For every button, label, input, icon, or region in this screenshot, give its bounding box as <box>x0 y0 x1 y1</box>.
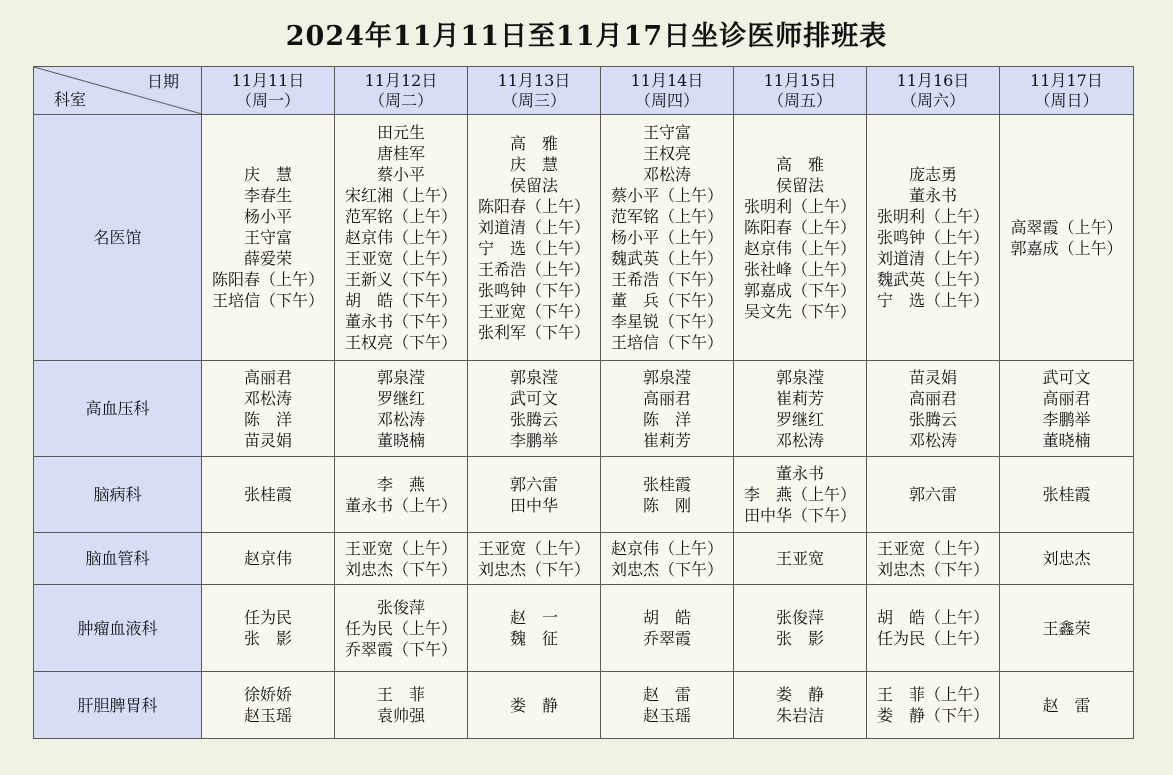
schedule-cell <box>734 115 867 361</box>
doctor-entry: 董永书 <box>775 464 824 483</box>
doctor-entry: 张鸣钟（上午） <box>876 228 989 247</box>
doctor-entry: 赵京伟（上午） <box>610 538 723 558</box>
day-header <box>1000 67 1134 115</box>
schedule-body <box>34 115 1134 739</box>
schedule-cell <box>601 533 734 585</box>
doctor-entry: 乔翠霞 <box>642 629 691 648</box>
doctor-entry: 李 燕 <box>376 474 425 494</box>
doctor-entry: 张桂霞 <box>1042 485 1091 504</box>
day-weekday: （周二） <box>368 90 433 110</box>
day-date: 11月13日 <box>497 70 571 90</box>
doctor-entry: 陈 洋 <box>243 409 292 429</box>
day-date: 11月11日 <box>231 70 305 90</box>
doctor-entry: 刘道清（上午） <box>876 249 989 268</box>
doctor-entry: 王培信（下午） <box>610 333 723 352</box>
doctor-entry: 庆 慧 <box>509 154 558 174</box>
schedule-cell <box>468 115 601 361</box>
doctor-entry: 张俊萍 <box>376 597 425 617</box>
doctor-entry: 张 影 <box>775 629 824 648</box>
doctor-entry: 郭六雷 <box>908 485 957 504</box>
doctor-entry: 张明利（上午） <box>743 196 856 216</box>
schedule-cell <box>468 585 601 672</box>
department-row <box>34 533 1134 585</box>
doctor-entry: 郭泉滢 <box>775 367 824 387</box>
doctor-entry: 胡 皓（上午） <box>876 608 989 627</box>
schedule-cell <box>867 585 1000 672</box>
corner-header <box>34 67 202 115</box>
schedule-cell <box>601 457 734 533</box>
doctor-entry: 郭六雷 <box>509 474 558 494</box>
doctor-entry: 胡 皓 <box>642 608 691 627</box>
schedule-cell <box>335 115 468 361</box>
day-date: 11月16日 <box>896 70 970 90</box>
doctor-entry: 张腾云 <box>908 409 957 429</box>
doctor-entry: 赵 雷 <box>1042 695 1091 715</box>
doctor-entry: 赵玉瑶 <box>642 706 691 725</box>
doctor-entry: 魏武英（上午） <box>876 270 989 289</box>
schedule-cell <box>601 585 734 672</box>
doctor-entry: 田中华（下午） <box>743 506 856 525</box>
day-header <box>601 67 734 115</box>
schedule-cell <box>335 672 468 739</box>
doctor-entry: 高翠霞（上午） <box>1010 217 1123 237</box>
doctor-entry: 赵 雷 <box>642 685 691 704</box>
doctor-entry: 王鑫荣 <box>1042 618 1091 638</box>
day-header <box>335 67 468 115</box>
doctor-entry: 刘忠杰（下午） <box>344 559 457 579</box>
doctor-entry: 王希浩（下午） <box>610 270 723 289</box>
doctor-entry: 王亚宽（上午） <box>477 538 590 558</box>
schedule-cell <box>335 533 468 585</box>
doctor-entry: 杨小平（上午） <box>610 228 723 247</box>
schedule-cell <box>202 361 335 457</box>
doctor-entry: 王希浩（上午） <box>477 259 590 279</box>
doctor-entry: 邓松涛 <box>775 430 824 450</box>
doctor-entry: 罗继红 <box>775 409 824 429</box>
doctor-entry: 高丽君 <box>243 367 292 387</box>
schedule-cell <box>601 115 734 361</box>
day-weekday: （周四） <box>634 90 699 110</box>
department-row <box>34 115 1134 361</box>
doctor-entry: 刘忠杰（下午） <box>610 559 723 579</box>
doctor-entry: 赵 一 <box>509 608 558 627</box>
doctor-entry: 薛爱荣 <box>243 249 292 268</box>
doctor-entry: 陈 洋 <box>642 409 691 429</box>
schedule-cell <box>1000 585 1134 672</box>
doctor-entry: 袁帅强 <box>376 706 425 725</box>
doctor-entry: 王 菲（上午） <box>876 685 989 704</box>
schedule-cell <box>734 457 867 533</box>
doctor-entry: 董晓楠 <box>1042 430 1091 450</box>
doctor-entry: 王权亮 <box>642 144 691 163</box>
doctor-entry: 李鹏举 <box>509 430 558 450</box>
doctor-entry: 张利军（下午） <box>477 322 590 342</box>
doctor-entry: 陈阳春（上午） <box>211 270 324 289</box>
schedule-cell <box>202 115 335 361</box>
day-weekday: （周五） <box>767 90 832 110</box>
department-name: 脑血管科 <box>34 533 202 585</box>
doctor-entry: 宋红湘（上午） <box>344 186 457 205</box>
corner-date-label: 日期 <box>146 72 179 91</box>
doctor-entry: 崔莉芳 <box>642 430 691 450</box>
doctor-entry: 邓松涛 <box>908 430 957 450</box>
doctor-entry: 唐桂军 <box>376 144 425 163</box>
schedule-cell <box>202 533 335 585</box>
doctor-entry: 董 兵（下午） <box>610 291 723 310</box>
doctor-entry: 刘忠杰 <box>1042 549 1091 568</box>
doctor-entry: 庆 慧 <box>243 165 292 184</box>
doctor-entry: 任为民（上午） <box>344 618 457 638</box>
doctor-entry: 杨小平 <box>243 207 292 226</box>
day-weekday: （周日） <box>1034 90 1099 110</box>
department-name: 肿瘤血液科 <box>34 585 202 672</box>
schedule-cell <box>202 672 335 739</box>
doctor-entry: 董永书（上午） <box>344 495 457 515</box>
doctor-entry: 娄 静 <box>775 685 824 704</box>
schedule-cell <box>1000 361 1134 457</box>
doctor-entry: 王亚宽 <box>775 549 824 568</box>
day-header <box>734 67 867 115</box>
doctor-entry: 任为民 <box>243 608 292 627</box>
doctor-entry: 苗灵娟 <box>243 430 292 450</box>
schedule-cell <box>202 585 335 672</box>
doctor-entry: 徐娇娇 <box>243 685 292 704</box>
schedule-cell <box>867 115 1000 361</box>
doctor-entry: 陈 刚 <box>642 495 691 515</box>
day-header <box>202 67 335 115</box>
doctor-entry: 张俊萍 <box>775 608 824 627</box>
day-header <box>468 67 601 115</box>
doctor-entry: 张 影 <box>243 629 292 648</box>
doctor-entry: 王亚宽（上午） <box>876 538 989 558</box>
schedule-cell <box>1000 672 1134 739</box>
doctor-entry: 乔翠霞（下午） <box>344 639 457 659</box>
doctor-entry: 刘忠杰（下午） <box>477 559 590 579</box>
day-weekday: （周六） <box>900 90 965 110</box>
doctor-entry: 李春生 <box>243 186 292 205</box>
doctor-entry: 侯留法 <box>509 175 558 195</box>
doctor-entry: 王守富 <box>243 228 292 247</box>
schedule-cell <box>734 533 867 585</box>
doctor-entry: 吴文先（下午） <box>743 301 856 321</box>
department-row <box>34 361 1134 457</box>
doctor-entry: 郭泉滢 <box>509 367 558 387</box>
doctor-entry: 董晓楠 <box>376 430 425 450</box>
department-row <box>34 457 1134 533</box>
doctor-entry: 张明利（上午） <box>876 207 989 226</box>
doctor-entry: 武可文 <box>1042 367 1091 387</box>
doctor-entry: 赵京伟（上午） <box>344 228 457 247</box>
doctor-entry: 邓松涛 <box>243 388 292 408</box>
doctor-entry: 庞志勇 <box>908 165 957 184</box>
doctor-entry: 刘忠杰（下午） <box>876 559 989 579</box>
doctor-entry: 高 雅 <box>775 154 824 174</box>
doctor-entry: 邓松涛 <box>376 409 425 429</box>
doctor-entry: 侯留法 <box>775 175 824 195</box>
schedule-cell <box>867 533 1000 585</box>
schedule-cell <box>867 361 1000 457</box>
doctor-entry: 陈阳春（上午） <box>743 217 856 237</box>
department-row <box>34 672 1134 739</box>
doctor-entry: 赵京伟 <box>243 549 292 568</box>
schedule-cell <box>734 361 867 457</box>
page-title: 2024年11月11日至11月17日坐诊医师排班表 <box>285 21 888 52</box>
doctor-entry: 王权亮（下午） <box>344 333 457 352</box>
doctor-entry: 王亚宽（上午） <box>344 249 457 268</box>
corner-dept-label: 科室 <box>54 90 87 109</box>
doctor-entry: 郭泉滢 <box>376 367 425 387</box>
doctor-entry: 罗继红 <box>376 388 425 408</box>
doctor-entry: 邓松涛 <box>642 165 691 184</box>
doctor-entry: 李星锐（下午） <box>610 312 723 331</box>
doctor-entry: 魏 征 <box>509 629 558 648</box>
department-name: 高血压科 <box>34 361 202 457</box>
department-name: 名医馆 <box>34 115 202 361</box>
schedule-cell <box>734 585 867 672</box>
doctor-entry: 张鸣钟（下午） <box>477 280 590 300</box>
department-row <box>34 585 1134 672</box>
doctor-entry: 范军铭（上午） <box>344 207 457 226</box>
schedule-cell <box>601 361 734 457</box>
doctor-entry: 宁 选（上午） <box>876 291 989 310</box>
doctor-entry: 宁 选（上午） <box>477 238 590 258</box>
doctor-entry: 董永书（下午） <box>344 312 457 331</box>
doctor-entry: 张桂霞 <box>243 485 292 504</box>
doctor-entry: 苗灵娟 <box>908 367 957 387</box>
doctor-entry: 任为民（上午） <box>876 629 989 648</box>
schedule-cell <box>335 361 468 457</box>
doctor-entry: 蔡小平（上午） <box>610 186 723 205</box>
day-header <box>867 67 1000 115</box>
doctor-entry: 娄 静（下午） <box>876 706 989 725</box>
day-weekday: （周三） <box>501 90 566 110</box>
doctor-entry: 张腾云 <box>509 409 558 429</box>
doctor-entry: 李鹏举 <box>1042 409 1091 429</box>
doctor-entry: 董永书 <box>908 186 957 205</box>
doctor-entry: 王亚宽（上午） <box>344 538 457 558</box>
schedule-cell <box>335 585 468 672</box>
doctor-entry: 王培信（下午） <box>211 291 324 310</box>
doctor-entry: 娄 静 <box>509 695 558 715</box>
doctor-entry: 王守富 <box>642 123 691 142</box>
doctor-entry: 陈阳春（上午） <box>477 196 590 216</box>
day-date: 11月12日 <box>364 70 438 90</box>
doctor-entry: 朱岩洁 <box>775 706 824 725</box>
schedule-cell <box>734 672 867 739</box>
schedule-table <box>33 66 1134 739</box>
doctor-entry: 崔莉芳 <box>775 388 824 408</box>
schedule-cell <box>468 672 601 739</box>
schedule-cell <box>1000 457 1134 533</box>
schedule-cell <box>335 457 468 533</box>
department-name: 肝胆脾胃科 <box>34 672 202 739</box>
doctor-entry: 胡 皓（下午） <box>344 291 457 310</box>
doctor-entry: 蔡小平 <box>376 165 425 184</box>
day-weekday: （周一） <box>235 90 300 110</box>
day-date: 11月17日 <box>1030 70 1103 90</box>
doctor-entry: 王新义（下午） <box>344 270 457 289</box>
department-name: 脑病科 <box>34 457 202 533</box>
doctor-entry: 高丽君 <box>642 388 691 408</box>
doctor-entry: 郭嘉成（下午） <box>743 280 856 300</box>
schedule-cell <box>468 457 601 533</box>
doctor-entry: 范军铭（上午） <box>610 207 723 226</box>
doctor-entry: 魏武英（上午） <box>610 249 723 268</box>
doctor-entry: 高丽君 <box>908 388 957 408</box>
doctor-entry: 赵京伟（上午） <box>743 238 856 258</box>
doctor-entry: 田元生 <box>376 123 425 142</box>
doctor-entry: 张社峰（上午） <box>743 259 856 279</box>
doctor-entry: 赵玉瑶 <box>243 706 292 725</box>
schedule-cell <box>867 457 1000 533</box>
schedule-cell <box>468 361 601 457</box>
schedule-cell <box>1000 115 1134 361</box>
doctor-entry: 郭嘉成（上午） <box>1010 238 1123 258</box>
schedule-cell <box>202 457 335 533</box>
doctor-entry: 刘道清（上午） <box>477 217 590 237</box>
doctor-entry: 武可文 <box>509 388 558 408</box>
day-date: 11月15日 <box>763 70 837 90</box>
doctor-entry: 王亚宽（下午） <box>477 301 590 321</box>
doctor-entry: 高丽君 <box>1042 388 1091 408</box>
doctor-entry: 田中华 <box>509 495 558 515</box>
doctor-entry: 高 雅 <box>509 133 558 153</box>
header-row <box>34 67 1134 115</box>
doctor-entry: 李 燕（上午） <box>743 485 856 504</box>
doctor-entry: 张桂霞 <box>642 474 691 494</box>
day-date: 11月14日 <box>630 70 704 90</box>
schedule-cell <box>867 672 1000 739</box>
schedule-cell <box>601 672 734 739</box>
doctor-entry: 郭泉滢 <box>642 367 691 387</box>
schedule-cell <box>1000 533 1134 585</box>
schedule-cell <box>468 533 601 585</box>
doctor-entry: 王 菲 <box>376 685 425 704</box>
